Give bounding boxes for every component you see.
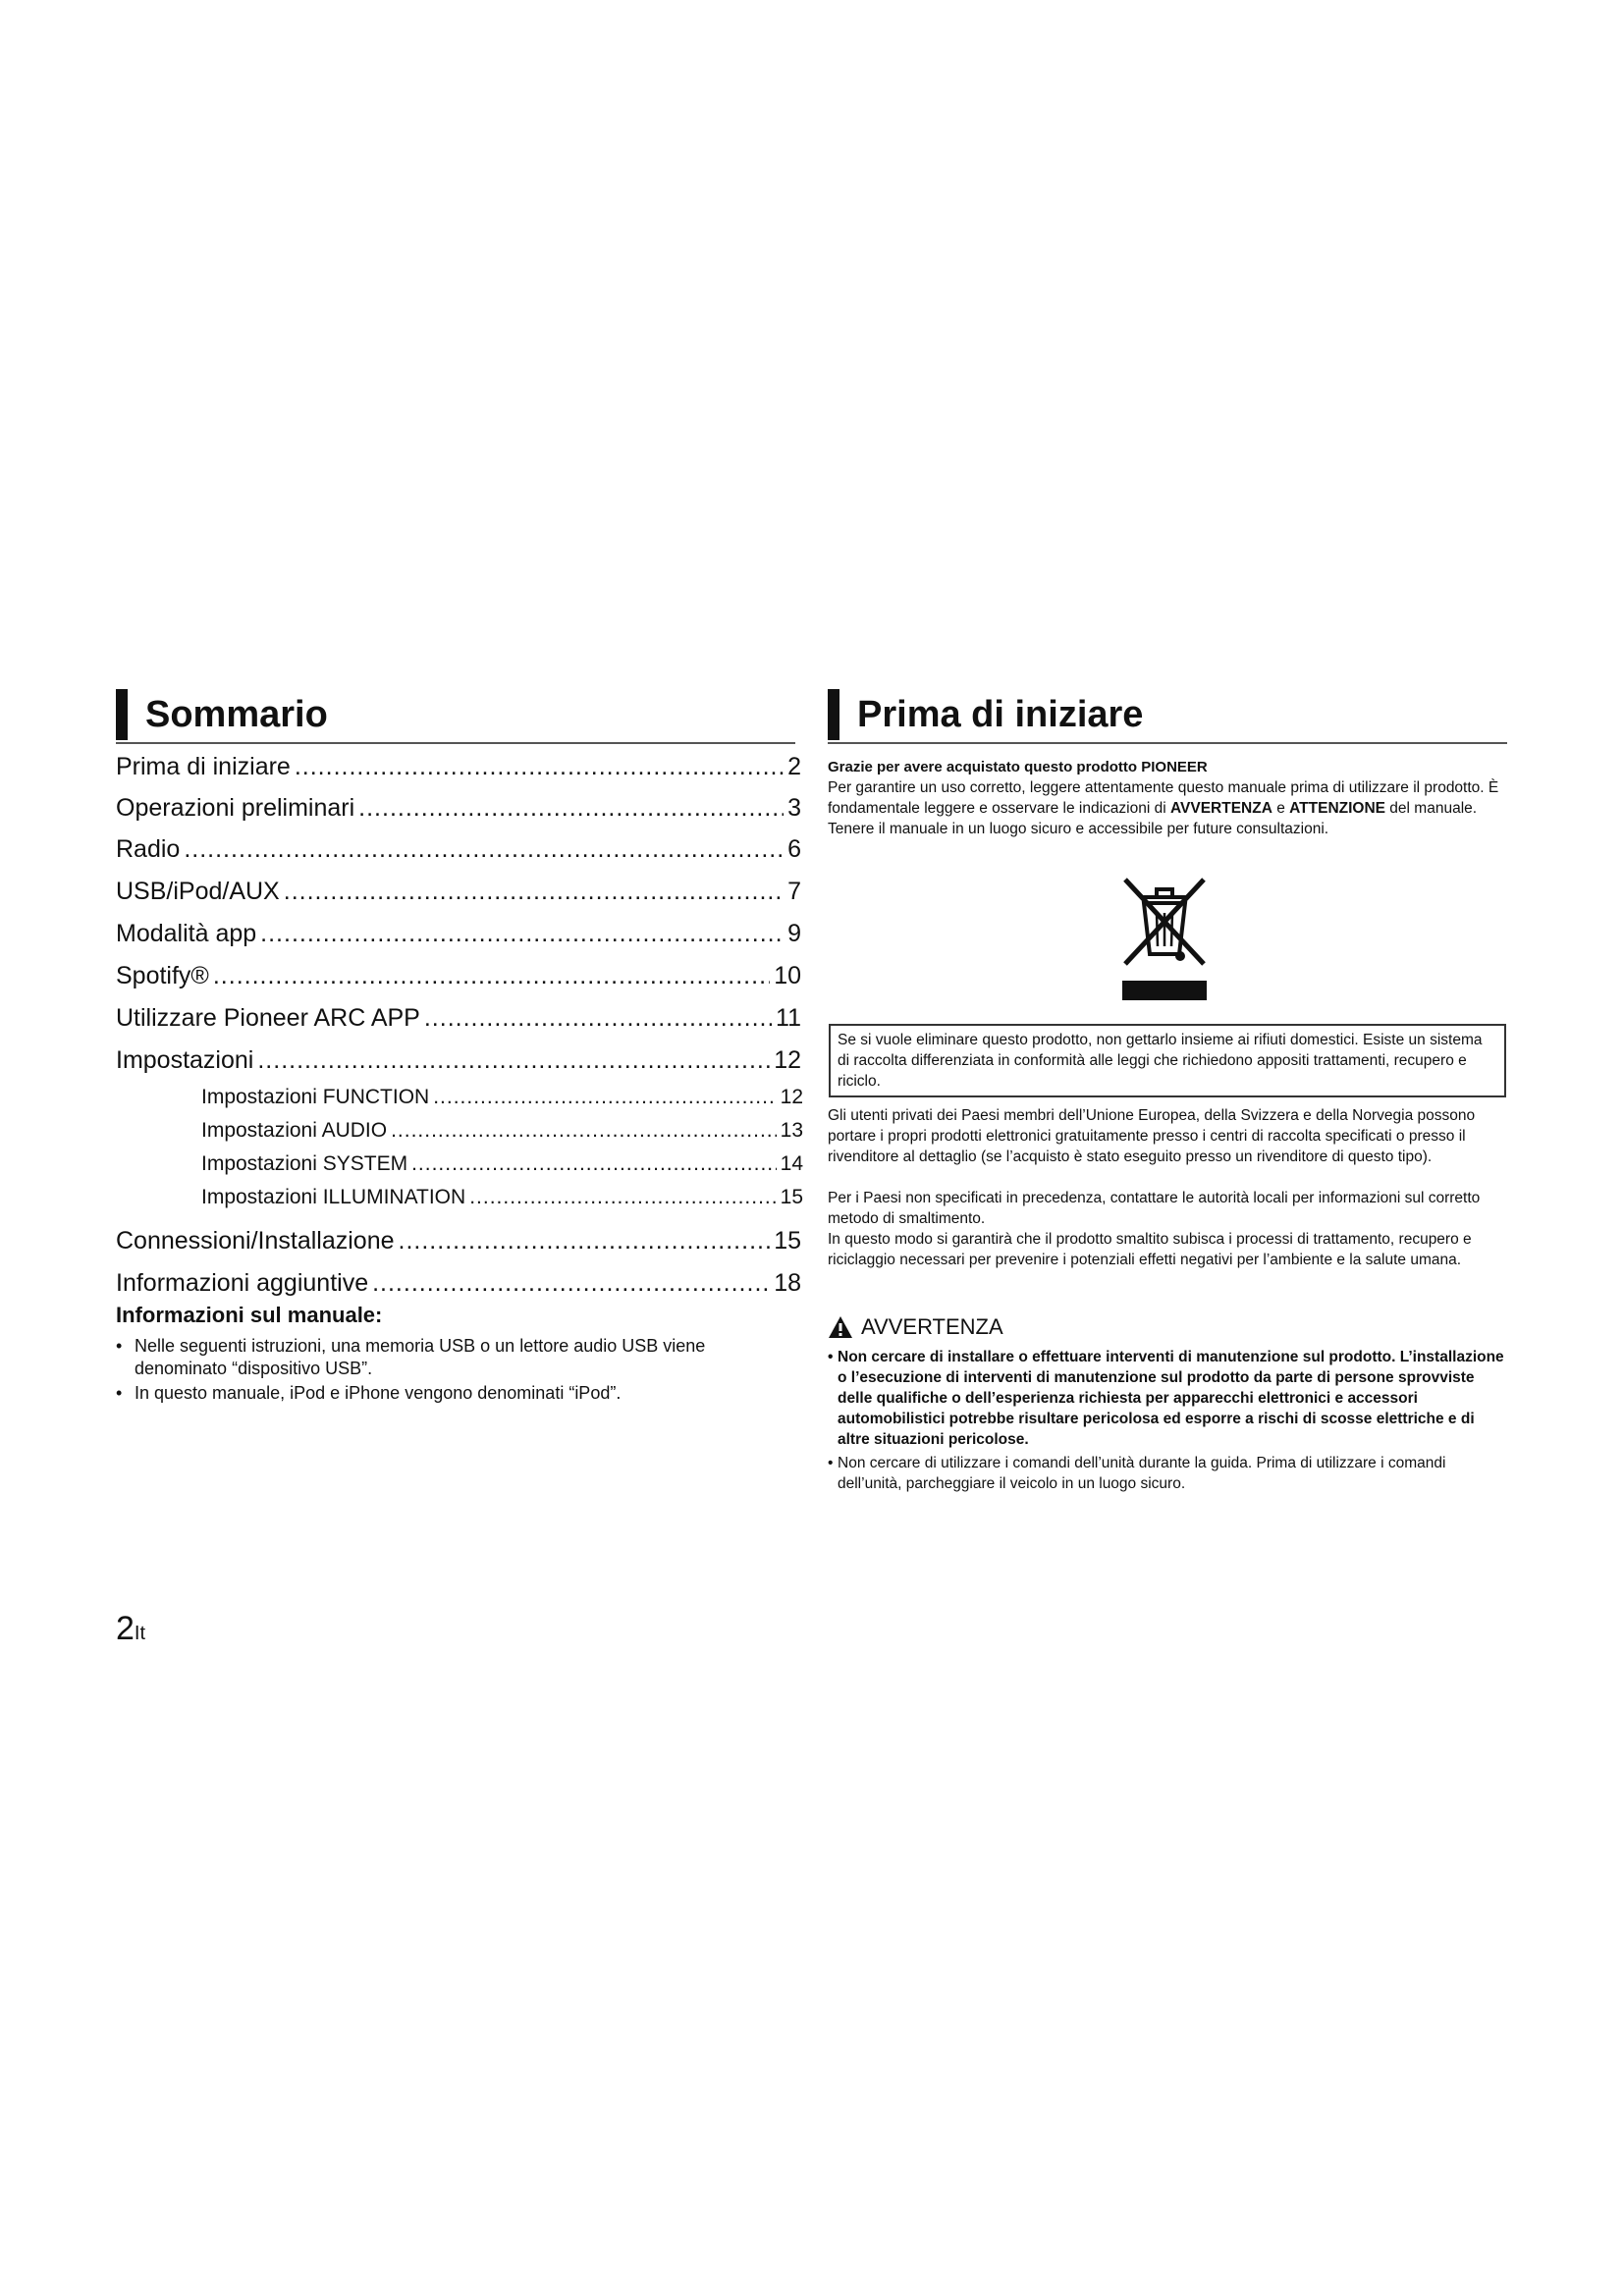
toc-entry-label: Impostazioni FUNCTION — [201, 1086, 430, 1108]
toc-entry-label: Impostazioni SYSTEM — [201, 1152, 408, 1175]
toc-entry-label: Impostazioni AUDIO — [201, 1119, 388, 1142]
section-marker — [116, 689, 128, 740]
toc-subentry[interactable] — [201, 1086, 803, 1109]
toc-entry-label: Informazioni aggiuntive — [116, 1269, 369, 1297]
warning-item: • Non cercare di installare o effettuare interventi di manutenzione sul prodotto. L’installazione o l’esecuzione di interventi di manutenzione sul prodotto da parte di persone sprovviste delle qualifiche o dell’esperienza richiesta per apparecchi elettronici e accessori automobilistici potrebbe risultare pericolosa ed esporre a rischi di scosse elettriche e di altre situazioni pericolose. — [828, 1347, 1507, 1450]
eu-paragraph: Gli utenti privati dei Paesi membri dell’Unione Europea, della Svizzera e della Norvegia possono portare i propri prodotti elettronici gratuitamente presso i centri di raccolta specificati o presso il rivenditore al dettaglio (se l’acquisto è stato eseguito presso un rivenditore di questo tipo). — [828, 1107, 1476, 1165]
toc-entry[interactable] — [116, 1004, 801, 1033]
manual-info-list — [116, 1335, 793, 1407]
warning-keyword: AVVERTENZA — [1169, 800, 1272, 817]
toc-entry-label: Connessioni/Installazione — [116, 1227, 395, 1255]
toc-subentry[interactable] — [201, 1119, 803, 1143]
toc-entry-label: Impostazioni — [116, 1046, 254, 1074]
warning-item: • Non cercare di utilizzare i comandi dell’unità durante la guida. Prima di utilizzare i comandi dell’unità, parcheggiare il veicolo in un luogo sicuro. — [828, 1453, 1507, 1494]
toc-entry[interactable] — [116, 962, 801, 990]
recycling-paragraph: In questo modo si garantirà che il prodotto smaltito subisca i processi di trattamento, recupero e riciclaggio necessari per prevenire i potenziali effetti negativi per l’ambiente e la salute umana. — [828, 1231, 1472, 1268]
toc-header — [116, 687, 795, 744]
page-number: 2It — [116, 1610, 146, 1647]
intro-paragraph: Per garantire un uso corretto, leggere attentamente questo manuale prima di utilizzare il prodotto. È fondamentale leggere e osservare le indicazioni di AVVERTENZA e ATTENZIONE del manuale. Tenere il manuale in un luogo sicuro e accessibile per future consultazioni. — [828, 779, 1499, 837]
toc-entry-page: 12 — [774, 1046, 801, 1074]
warning-triangle-icon — [828, 1315, 853, 1339]
toc-entry[interactable] — [116, 794, 801, 823]
toc-entry-page: 12 — [780, 1086, 803, 1108]
warning-heading — [828, 1314, 1003, 1340]
toc-entry-label: Radio — [116, 835, 181, 863]
thanks-heading: Grazie per avere acquistato questo prodotto PIONEER — [828, 759, 1208, 775]
warning-title: AVVERTENZA — [861, 1314, 1003, 1339]
toc-entry[interactable] — [116, 878, 801, 906]
manual-info-item: • In questo manuale, iPod e iPhone vengono denominati “iPod”. — [116, 1382, 793, 1405]
toc-entry-page: 10 — [774, 962, 801, 989]
toc-entry-page: 18 — [774, 1269, 801, 1297]
toc-entry[interactable] — [116, 1227, 801, 1255]
warning-list — [828, 1347, 1507, 1497]
disposal-notice-box: Se si vuole eliminare questo prodotto, non gettarlo insieme ai rifiuti domestici. Esiste un sistema di raccolta differenziata in conformità alle leggi che richiedono appositi trattamenti, recupero e riciclo. — [829, 1024, 1506, 1097]
toc-entry-page: 13 — [780, 1119, 803, 1142]
manual-info-item: • Nelle seguenti istruzioni, una memoria USB o un lettore audio USB viene denominato “dispositivo USB”. — [116, 1335, 793, 1380]
other-countries-paragraph: Per i Paesi non specificati in precedenza, contattare le autorità locali per informazioni sul corretto metodo di smaltimento. — [828, 1190, 1481, 1227]
toc-entry[interactable] — [116, 1269, 801, 1298]
toc-entry[interactable] — [116, 835, 801, 864]
language-code: It — [134, 1623, 146, 1644]
caution-keyword: ATTENZIONE — [1289, 800, 1385, 817]
toc-subentry[interactable] — [201, 1152, 803, 1176]
toc-title: Sommario — [145, 694, 328, 735]
toc-entry-label: Impostazioni ILLUMINATION — [201, 1186, 466, 1208]
before-title: Prima di iniziare — [857, 694, 1144, 735]
toc-entry-label: Utilizzare Pioneer ARC APP — [116, 1004, 420, 1032]
toc-entry-page: 15 — [774, 1227, 801, 1255]
toc-entry-label: Operazioni preliminari — [116, 794, 355, 822]
toc-entry-page: 11 — [776, 1004, 801, 1032]
toc-entry-page: 9 — [787, 920, 801, 947]
toc-entry-page: 15 — [780, 1186, 803, 1208]
toc-entry-page: 2 — [787, 753, 801, 780]
manual-info-title: Informazioni sul manuale: — [116, 1303, 383, 1327]
toc-entry-label: Spotify® — [116, 962, 209, 989]
toc-entry[interactable] — [116, 1046, 801, 1075]
toc-entry-page: 14 — [780, 1152, 803, 1175]
toc-entry-page: 3 — [787, 794, 801, 822]
toc-entry-label: Modalità app — [116, 920, 257, 947]
toc-entry-label: USB/iPod/AUX — [116, 878, 280, 905]
toc-entry[interactable] — [116, 753, 801, 781]
toc-entry[interactable] — [116, 920, 801, 948]
section-marker — [828, 689, 839, 740]
toc-entry-page: 6 — [787, 835, 801, 863]
toc-subentry[interactable] — [201, 1186, 803, 1209]
crossed-out-wheelie-bin-icon — [1117, 872, 1212, 1001]
toc-entry-label: Prima di iniziare — [116, 753, 291, 780]
before-header — [828, 687, 1507, 744]
toc-entry-page: 7 — [787, 878, 801, 905]
